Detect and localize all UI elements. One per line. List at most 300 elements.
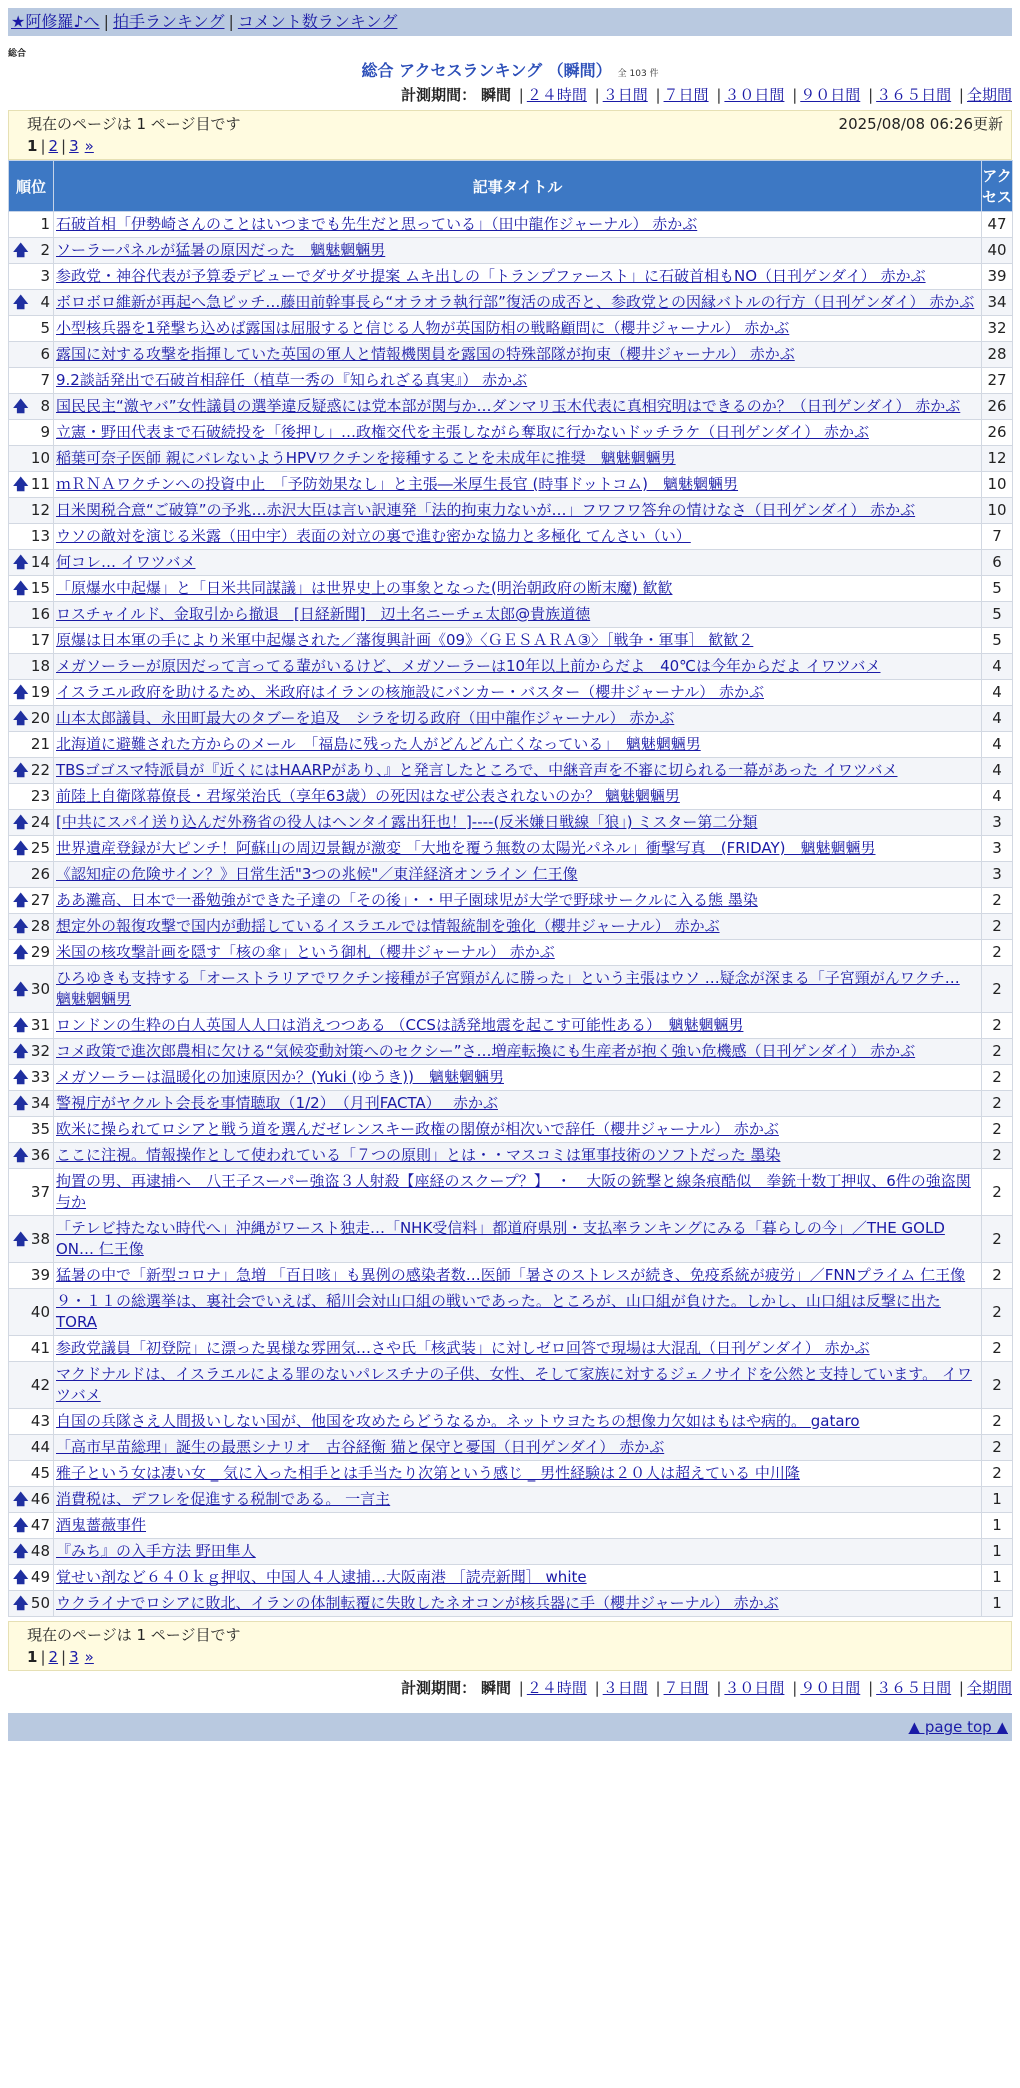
article-title-link[interactable]: ｍＲＮＡワクチンへの投資中止 「予防効果なし」と主張―米厚生長官 (時事ドットコム) 魑魅魍魎男 [56, 475, 739, 493]
rank-cell [9, 836, 54, 862]
pager-bottom [8, 1621, 1012, 1671]
rank-cell [9, 1591, 54, 1617]
page-next-link[interactable]: » [84, 137, 94, 155]
period-link-7d[interactable]: ７日間 [663, 86, 709, 104]
page-link-3[interactable]: 3 [69, 137, 79, 155]
up-arrow-icon: 🡅 [13, 241, 29, 259]
rank-cell [9, 342, 54, 368]
article-title-link[interactable]: メガソーラーは温暖化の加速原因か？(Yuki (ゆうき)) 魑魅魍魎男 [56, 1068, 504, 1086]
rank-number: 44 [30, 1438, 50, 1456]
table-row [9, 290, 1013, 316]
access-count: 34 [982, 290, 1013, 316]
rank-number: 49 [30, 1568, 50, 1586]
rank-cell [9, 212, 54, 238]
table-row [9, 758, 1013, 784]
up-arrow-icon: 🡅 [13, 813, 29, 831]
access-count: 47 [982, 212, 1013, 238]
rank-number: 2 [40, 241, 50, 259]
period-link-7d[interactable]: ７日間 [663, 1679, 709, 1697]
title-cell [54, 1435, 982, 1461]
article-title-link[interactable]: TBSゴゴスマ特派員が『近くにはHAARPがあり、』と発言したところで、中継音声を不審に切られる一幕があった イワツバメ [56, 761, 898, 779]
table-row [9, 1013, 1013, 1039]
rank-number: 24 [30, 813, 50, 831]
rank-cell [9, 446, 54, 472]
access-count: 2 [982, 1065, 1013, 1091]
title-cell [54, 524, 982, 550]
rank-cell [9, 420, 54, 446]
access-count: 1 [982, 1487, 1013, 1513]
article-title-link[interactable]: 欧米に操られてロシアと戦う道を選んだゼレンスキー政権の閣僚が相次いで辞任（櫻井ジャーナル） 赤かぶ [56, 1120, 779, 1138]
access-count: 10 [982, 498, 1013, 524]
rank-cell [9, 758, 54, 784]
article-title-link[interactable]: 日米関税合意“ご破算”の予兆…赤沢大臣は言い訳連発「法的拘束力ないが…」フワフワ答弁の情けなさ（日刊ゲンダイ） 赤かぶ [56, 501, 916, 519]
article-title-link[interactable]: 猛暑の中で「新型コロナ」急増 「百日咳」も異例の感染者数…医師「暑さのストレスが続き、免疫系統が疲労」／FNNプライム 仁王像 [56, 1266, 966, 1284]
table-row [9, 1143, 1013, 1169]
title-cell [54, 602, 982, 628]
access-count: 2 [982, 1013, 1013, 1039]
title-cell [54, 1591, 982, 1617]
article-title-link[interactable]: コメ政策で進次郎農相に欠ける“気候変動対策へのセクシー”さ…増産転換にも生産者が抱く強い危機感（日刊ゲンダイ） 赤かぶ [56, 1042, 916, 1060]
article-title-link[interactable]: イスラエル政府を助けるため、米政府はイランの核施設にバンカー・バスター（櫻井ジャーナル） 赤かぶ [56, 683, 764, 701]
column-header-rank: 順位 [9, 161, 54, 212]
table-row [9, 1091, 1013, 1117]
page-title: 総合 アクセスランキング （瞬間） [361, 61, 612, 80]
table-row [9, 212, 1013, 238]
table-row [9, 1461, 1013, 1487]
access-count: 2 [982, 940, 1013, 966]
access-count: 1 [982, 1591, 1013, 1617]
rank-number: 37 [30, 1182, 50, 1201]
period-link-24h[interactable]: ２４時間 [526, 86, 587, 104]
period-current: 瞬間 [480, 86, 511, 104]
rank-number: 11 [30, 475, 50, 493]
page-link-2[interactable]: 2 [48, 137, 59, 155]
rank-cell [9, 1039, 54, 1065]
title-cell [54, 628, 982, 654]
article-title-link[interactable]: [中共にスパイ送り込んだ外務省の役人はヘンタイ露出狂也！]----(反米嫌日戦線「狼」) ミスター第二分類 [56, 813, 758, 831]
title-cell [54, 1289, 982, 1336]
rank-cell [9, 1065, 54, 1091]
page-top-link[interactable]: ▲ page top ▲ [908, 1718, 1008, 1736]
up-arrow-icon: 🡅 [13, 397, 29, 415]
article-title-link[interactable]: 「テレビ持たない時代へ」沖縄がワースト独走…「NHK受信料」都道府県別・支払率ランキングにみる「暮らしの今」／THE GOLD ON… 仁王像 [56, 1219, 945, 1258]
table-row [9, 342, 1013, 368]
article-title-link[interactable]: 世界遺産登録が大ピンチ！阿蘇山の周辺景観が激変 「大地を覆う無数の太陽光パネル」衝撃写真 (FRIDAY) 魑魅魍魎男 [56, 839, 876, 857]
article-title-link[interactable]: ロスチャイルド、金取引から撤退 [日経新聞] 辺土名ニーチェ太郎@貴族道徳 [56, 605, 591, 623]
table-row [9, 602, 1013, 628]
title-cell [54, 1091, 982, 1117]
access-count: 4 [982, 784, 1013, 810]
rank-cell [9, 1169, 54, 1216]
table-row [9, 1289, 1013, 1336]
period-link-all[interactable]: 全期間 [966, 86, 1012, 104]
access-count: 26 [982, 394, 1013, 420]
rank-cell [9, 1143, 54, 1169]
access-count: 40 [982, 238, 1013, 264]
rank-cell [9, 1513, 54, 1539]
up-arrow-icon: 🡅 [13, 891, 29, 909]
rank-cell [9, 602, 54, 628]
article-title-link[interactable]: マクドナルドは、イスラエルによる罪のないパレスチナの子供、女性、そして家族に対するジェノサイドを公然と支持しています。 イワツバメ [56, 1365, 972, 1404]
up-arrow-icon: 🡅 [13, 1016, 29, 1034]
up-arrow-icon: 🡅 [13, 293, 29, 311]
rank-number: 48 [30, 1542, 50, 1560]
article-title-link[interactable]: 国民民主“激ヤバ”女性議員の選挙違反疑惑には党本部が関与か…ダンマリ玉木代表に真相究明はできるのか？（日刊ゲンダイ） 赤かぶ [56, 397, 961, 415]
rank-number: 16 [30, 605, 50, 623]
table-row [9, 420, 1013, 446]
article-title-link[interactable]: 露国に対する攻撃を指揮していた英国の軍人と情報機関員を露国の特殊部隊が拘束（櫻井ジャーナル） 赤かぶ [56, 345, 795, 363]
clap-ranking-link[interactable]: 拍手ランキング [112, 12, 225, 31]
title-cell [54, 784, 982, 810]
up-arrow-icon: 🡅 [13, 683, 29, 701]
rank-number: 42 [30, 1375, 50, 1394]
access-count: 2 [982, 1091, 1013, 1117]
article-title-link[interactable]: 原爆は日本軍の手により米軍中起爆された／藩復興計画《09》〈ＧＥＳＡＲＡ③〉［戦争・軍事］ 歓歓２ [56, 631, 754, 649]
article-title-link[interactable]: 稲葉可奈子医師 親にバレないようHPVワクチンを接種することを未成年に推奨 魑魅魍魎男 [56, 449, 676, 467]
access-count: 2 [982, 914, 1013, 940]
title-cell [54, 836, 982, 862]
rank-number: 18 [30, 657, 50, 675]
up-arrow-icon: 🡅 [13, 579, 29, 597]
access-count: 2 [982, 888, 1013, 914]
access-count: 26 [982, 420, 1013, 446]
rank-number: 28 [30, 917, 50, 935]
rank-number: 22 [30, 761, 50, 779]
title-cell [54, 576, 982, 602]
updated-timestamp: 2025/08/08 06:26更新 [838, 115, 1003, 133]
access-count: 5 [982, 628, 1013, 654]
page-link-3[interactable]: 3 [69, 1648, 79, 1666]
rank-number: 3 [40, 267, 50, 285]
table-row [9, 238, 1013, 264]
access-count: 2 [982, 1336, 1013, 1362]
nav-separator: | [103, 12, 109, 31]
access-count: 2 [982, 1409, 1013, 1435]
rank-number: 8 [40, 397, 50, 415]
article-title-link[interactable]: 小型核兵器を1発撃ち込めば露国は屈服すると信じる人物が英国防相の戦略顧問に（櫻井ジャーナル） 赤かぶ [56, 319, 790, 337]
title-cell [54, 290, 982, 316]
rank-number: 1 [40, 215, 50, 233]
access-count: 2 [982, 966, 1013, 1013]
up-arrow-icon: 🡅 [13, 979, 29, 998]
article-title-link[interactable]: ああ灘高、日本で一番勉強ができた子達の「その後」・・甲子園球児が大学で野球サークルに入る態 墨染 [56, 891, 758, 909]
table-row [9, 888, 1013, 914]
title-cell [54, 1461, 982, 1487]
rank-cell [9, 368, 54, 394]
up-arrow-icon: 🡅 [13, 475, 29, 493]
article-title-link[interactable]: 拘置の男、再逮捕へ 八王子スーパー強盗３人射殺【座経のスクープ？】 ・ 大阪の銃撃と線条痕酷似 拳銃十数丁押収、6件の強盗関与か [56, 1172, 971, 1211]
comment-ranking-link[interactable]: コメント数ランキング [237, 12, 398, 31]
table-row [9, 1169, 1013, 1216]
access-count: 3 [982, 810, 1013, 836]
pagination: 1 | 2 | 3 » [27, 137, 94, 155]
article-title-link[interactable]: 参政党議員「初登院」に漂った異様な雰囲気…さや氏「核武装」に対しゼロ回答で現場は大混乱（日刊ゲンダイ） 赤かぶ [56, 1339, 870, 1357]
table-row [9, 810, 1013, 836]
up-arrow-icon: 🡅 [13, 1094, 29, 1112]
page-next-link[interactable]: » [84, 1648, 94, 1666]
article-title-link[interactable]: ウクライナでロシアに敗北、イランの体制転覆に失敗したネオコンが核兵器に手（櫻井ジャーナル） 赤かぶ [56, 1594, 779, 1612]
table-row [9, 836, 1013, 862]
title-cell [54, 1216, 982, 1263]
rank-number: 45 [30, 1464, 50, 1482]
article-title-link[interactable]: 警視庁がヤクルト会長を事情聴取（1/2） （月刊FACTA） 赤かぶ [56, 1094, 498, 1112]
pager-top [8, 110, 1012, 160]
up-arrow-icon: 🡅 [13, 1490, 29, 1508]
table-row [9, 1487, 1013, 1513]
title-cell [54, 1336, 982, 1362]
rank-number: 25 [30, 839, 50, 857]
table-row [9, 1065, 1013, 1091]
rank-number: 35 [30, 1120, 50, 1138]
rank-number: 27 [30, 891, 50, 909]
access-count: 2 [982, 1435, 1013, 1461]
title-cell [54, 1039, 982, 1065]
rank-cell [9, 290, 54, 316]
period-selector: 計測期間： 瞬間 | ２４時間 | ３日間 | ７日間 | ３０日間 | ９０日間 | ３６５日間 | 全期間 [401, 86, 1012, 104]
article-title-link[interactable]: ここに注視。情報操作として使われている「７つの原則」とは・・マスコミは軍事技術のソフトだった 墨染 [56, 1146, 781, 1164]
access-count: 1 [982, 1539, 1013, 1565]
article-title-link[interactable]: ひろゆきも支持する「オーストラリアでワクチン接種が子宮頸がんに勝った」という主張はウソ …疑念が深まる「子宮頸がんワクチ… 魑魅魍魎男 [56, 969, 960, 1008]
article-title-link[interactable]: ロンドンの生粋の白人英国人人口は消えつつある （CCSは誘発地震を起こす可能性ある） 魑魅魍魎男 [56, 1016, 744, 1034]
rank-cell [9, 1091, 54, 1117]
rank-number: 21 [30, 735, 50, 753]
access-count: 10 [982, 472, 1013, 498]
table-row [9, 1117, 1013, 1143]
rank-cell [9, 1117, 54, 1143]
access-count: 4 [982, 758, 1013, 784]
up-arrow-icon: 🡅 [13, 839, 29, 857]
article-title-link[interactable]: 消費税は、デフレを促進する税制である。 一言主 [56, 1490, 391, 1508]
rank-number: 23 [30, 787, 50, 805]
title-cell [54, 1513, 982, 1539]
table-row [9, 940, 1013, 966]
pagination: 1 | 2 | 3 » [27, 1648, 94, 1666]
rank-cell [9, 1565, 54, 1591]
period-label: 計測期間： [401, 1679, 477, 1697]
access-count: 1 [982, 1513, 1013, 1539]
access-count: 28 [982, 342, 1013, 368]
rank-cell [9, 1336, 54, 1362]
title-cell [54, 758, 982, 784]
period-current: 瞬間 [480, 1679, 511, 1697]
rank-cell [9, 1013, 54, 1039]
title-cell [54, 862, 982, 888]
table-row [9, 1591, 1013, 1617]
title-cell [54, 1013, 982, 1039]
rank-cell [9, 1435, 54, 1461]
rank-cell [9, 1461, 54, 1487]
article-title-link[interactable]: 「高市早苗総理」誕生の最悪シナリオ 古谷経衡 猫と保守と憂国（日刊ゲンダイ） 赤かぶ [56, 1438, 665, 1456]
table-row [9, 1362, 1013, 1409]
article-title-link[interactable]: 《認知症の危険サイン？》日常生活"3つの兆候"／東洋経済オンライン 仁王像 [56, 865, 578, 883]
period-link-3d[interactable]: ３日間 [602, 86, 648, 104]
title-cell [54, 498, 982, 524]
article-title-link[interactable]: 覚せい剤など６４０ｋｇ押収、中国人４人逮捕…大阪南港 ［読売新聞］ white [56, 1568, 587, 1586]
period-link-3d[interactable]: ３日間 [602, 1679, 648, 1697]
rank-cell [9, 238, 54, 264]
access-count: 7 [982, 524, 1013, 550]
title-cell [54, 1143, 982, 1169]
rank-cell [9, 550, 54, 576]
article-title-link[interactable]: ９・１１の総選挙は、裏社会でいえば、稲川会対山口組の戦いであった。ところが、山口組が負けた。しかし、山口組は反撃に出た TORA [56, 1292, 941, 1331]
rank-number: 30 [30, 979, 50, 998]
table-row [9, 966, 1013, 1013]
rank-cell [9, 498, 54, 524]
rank-number: 39 [30, 1266, 50, 1284]
table-row [9, 472, 1013, 498]
title-cell [54, 394, 982, 420]
title-cell [54, 550, 982, 576]
up-arrow-icon: 🡅 [13, 553, 29, 571]
rank-number: 19 [30, 683, 50, 701]
page-current: 1 [27, 1648, 38, 1666]
title-cell [54, 1487, 982, 1513]
period-link-30d[interactable]: ３０日間 [724, 1679, 785, 1697]
article-title-link[interactable]: 何コレ… イワツバメ [56, 553, 196, 571]
rank-cell [9, 524, 54, 550]
article-title-link[interactable]: ウソの敵対を演じる米露（田中宇）表面の対立の裏で進む密かな協力と多極化 てんさい（い） [56, 527, 691, 545]
period-link-365d[interactable]: ３６５日間 [876, 1679, 952, 1697]
title-cell [54, 654, 982, 680]
page-link-2[interactable]: 2 [48, 1648, 59, 1666]
access-count: 4 [982, 680, 1013, 706]
article-title-link[interactable]: 米国の核攻撃計画を隠す「核の傘」という御札（櫻井ジャーナル） 赤かぶ [56, 943, 555, 961]
rank-cell [9, 966, 54, 1013]
home-link[interactable]: ★阿修羅♪へ [11, 12, 100, 31]
rank-cell [9, 888, 54, 914]
rank-cell [9, 1216, 54, 1263]
title-cell [54, 1539, 982, 1565]
period-link-90d[interactable]: ９０日間 [800, 86, 861, 104]
table-row [9, 524, 1013, 550]
rank-cell [9, 576, 54, 602]
rank-number: 32 [30, 1042, 50, 1060]
period-link-24h[interactable]: ２４時間 [526, 1679, 587, 1697]
ranking-table [8, 160, 1013, 1617]
period-link-90d[interactable]: ９０日間 [800, 1679, 861, 1697]
up-arrow-icon: 🡅 [13, 761, 29, 779]
table-row [9, 264, 1013, 290]
rank-number: 50 [30, 1594, 50, 1612]
access-count: 4 [982, 654, 1013, 680]
article-title-link[interactable]: 自国の兵隊さえ人間扱いしない国が、他国を攻めたらどうなるか。ネットウヨたちの想像力欠如はもはや病的。 gataro [56, 1412, 860, 1430]
up-arrow-icon: 🡅 [13, 1229, 29, 1248]
rank-cell [9, 1487, 54, 1513]
article-title-link[interactable]: 酒鬼薔薇事件 [56, 1516, 147, 1534]
article-title-link[interactable]: 山本太郎議員、永田町最大のタブーを追及 シラを切る政府（田中龍作ジャーナル） 赤かぶ [56, 709, 675, 727]
period-selector-bottom: 計測期間： 瞬間 | ２４時間 | ３日間 | ７日間 | ３０日間 | ９０日間 | ３６５日間 | 全期間 [401, 1679, 1012, 1697]
access-count: 3 [982, 862, 1013, 888]
article-title-link[interactable]: 9.2談話発出で石破首相辞任（植草一秀の『知られざる真実』） 赤かぶ [56, 371, 528, 389]
access-count: 2 [982, 1039, 1013, 1065]
access-count: 3 [982, 836, 1013, 862]
table-row [9, 446, 1013, 472]
article-title-link[interactable]: 立憲・野田代表まで石破続投を「後押し」…政権交代を主張しながら奪取に行かないドッチラケ（日刊ゲンダイ） 赤かぶ [56, 423, 869, 441]
table-row [9, 680, 1013, 706]
rank-number: 36 [30, 1146, 50, 1164]
title-cell [54, 342, 982, 368]
table-row [9, 1409, 1013, 1435]
title-cell [54, 914, 982, 940]
table-row [9, 394, 1013, 420]
table-row [9, 1435, 1013, 1461]
period-link-30d[interactable]: ３０日間 [724, 86, 785, 104]
up-arrow-icon: 🡅 [13, 1068, 29, 1086]
table-row [9, 654, 1013, 680]
title-cell [54, 680, 982, 706]
rank-number: 46 [30, 1490, 50, 1508]
table-row [9, 498, 1013, 524]
rank-number: 41 [30, 1339, 50, 1357]
article-title-link[interactable]: ボロボロ維新が再起へ急ピッチ…藤田前幹事長ら“オラオラ執行部”復活の成否と、参政党との因縁バトルの行方（日刊ゲンダイ） 赤かぶ [56, 293, 975, 311]
total-count: 全 103 件 [617, 69, 659, 79]
rank-cell [9, 940, 54, 966]
up-arrow-icon: 🡅 [13, 1516, 29, 1534]
up-arrow-icon: 🡅 [13, 1542, 29, 1560]
period-label: 計測期間： [401, 86, 477, 104]
table-row [9, 1539, 1013, 1565]
title-cell [54, 1169, 982, 1216]
article-title-link[interactable]: 雅子という女は凄い女 _ 気に入った相手とは手当たり次第という感じ _ 男性経験は２０人は超えている 中川隆 [56, 1464, 800, 1482]
rank-number: 7 [40, 371, 50, 389]
title-cell [54, 264, 982, 290]
article-title-link[interactable]: ソーラーパネルが猛暑の原因だった 魑魅魍魎男 [56, 241, 386, 259]
period-link-365d[interactable]: ３６５日間 [876, 86, 952, 104]
rank-cell [9, 810, 54, 836]
rank-cell [9, 706, 54, 732]
table-row [9, 784, 1013, 810]
table-row [9, 1336, 1013, 1362]
rank-number: 26 [30, 865, 50, 883]
access-count: 2 [982, 1143, 1013, 1169]
rank-cell [9, 1539, 54, 1565]
title-cell [54, 446, 982, 472]
rank-cell [9, 1409, 54, 1435]
rank-cell [9, 1362, 54, 1409]
rank-number: 38 [30, 1229, 50, 1248]
article-title-link[interactable]: メガソーラーが原因だって言ってる輩がいるけど、メガソーラーは10年以上前からだよ 40℃は今年からだよ イワツバメ [56, 657, 881, 675]
article-title-link[interactable]: 想定外の報復攻撃で国内が動揺しているイスラエルでは情報統制を強化（櫻井ジャーナル） 赤かぶ [56, 917, 720, 935]
top-nav-bar [8, 8, 1012, 36]
article-title-link[interactable]: 前陸上自衛隊幕僚長・君塚栄治氏（享年63歳）の死因はなぜ公表されないのか？ 魑魅魍魎男 [56, 787, 680, 805]
access-count: 39 [982, 264, 1013, 290]
table-row [9, 1565, 1013, 1591]
rank-cell [9, 1263, 54, 1289]
table-row [9, 1513, 1013, 1539]
article-title-link[interactable]: 参政党・神谷代表が予算委デビューでダサダサ提案 ムキ出しの「トランプファースト」に石破首相もNO（日刊ゲンダイ） 赤かぶ [56, 267, 926, 285]
article-title-link[interactable]: 「原爆水中起爆」と「日米共同謀議」は世界史上の事象となった(明治朝政府の断末魔) 歓歓 [56, 579, 673, 597]
rank-cell [9, 628, 54, 654]
title-cell [54, 1065, 982, 1091]
table-row [9, 576, 1013, 602]
access-count: 1 [982, 1565, 1013, 1591]
rank-number: 17 [30, 631, 50, 649]
access-count: 5 [982, 576, 1013, 602]
title-cell [54, 420, 982, 446]
article-title-link[interactable]: 『みち』の入手方法 野田隼人 [56, 1542, 256, 1560]
title-cell [54, 1565, 982, 1591]
up-arrow-icon: 🡅 [13, 709, 29, 727]
period-link-all[interactable]: 全期間 [966, 1679, 1012, 1697]
table-row [9, 1263, 1013, 1289]
up-arrow-icon: 🡅 [13, 1568, 29, 1586]
title-cell [54, 732, 982, 758]
article-title-link[interactable]: 石破首相「伊勢崎さんのことはいつまでも先生だと思っている」（田中龍作ジャーナル） 赤かぶ [56, 215, 698, 233]
access-count: 4 [982, 732, 1013, 758]
pager-status: 現在のページは 1 ページ目です [27, 1626, 241, 1644]
article-title-link[interactable]: 北海道に避難された方からのメール 「福島に残った人がどんどん亡くなっている」 魑魅魍魎男 [56, 735, 701, 753]
rank-cell [9, 316, 54, 342]
